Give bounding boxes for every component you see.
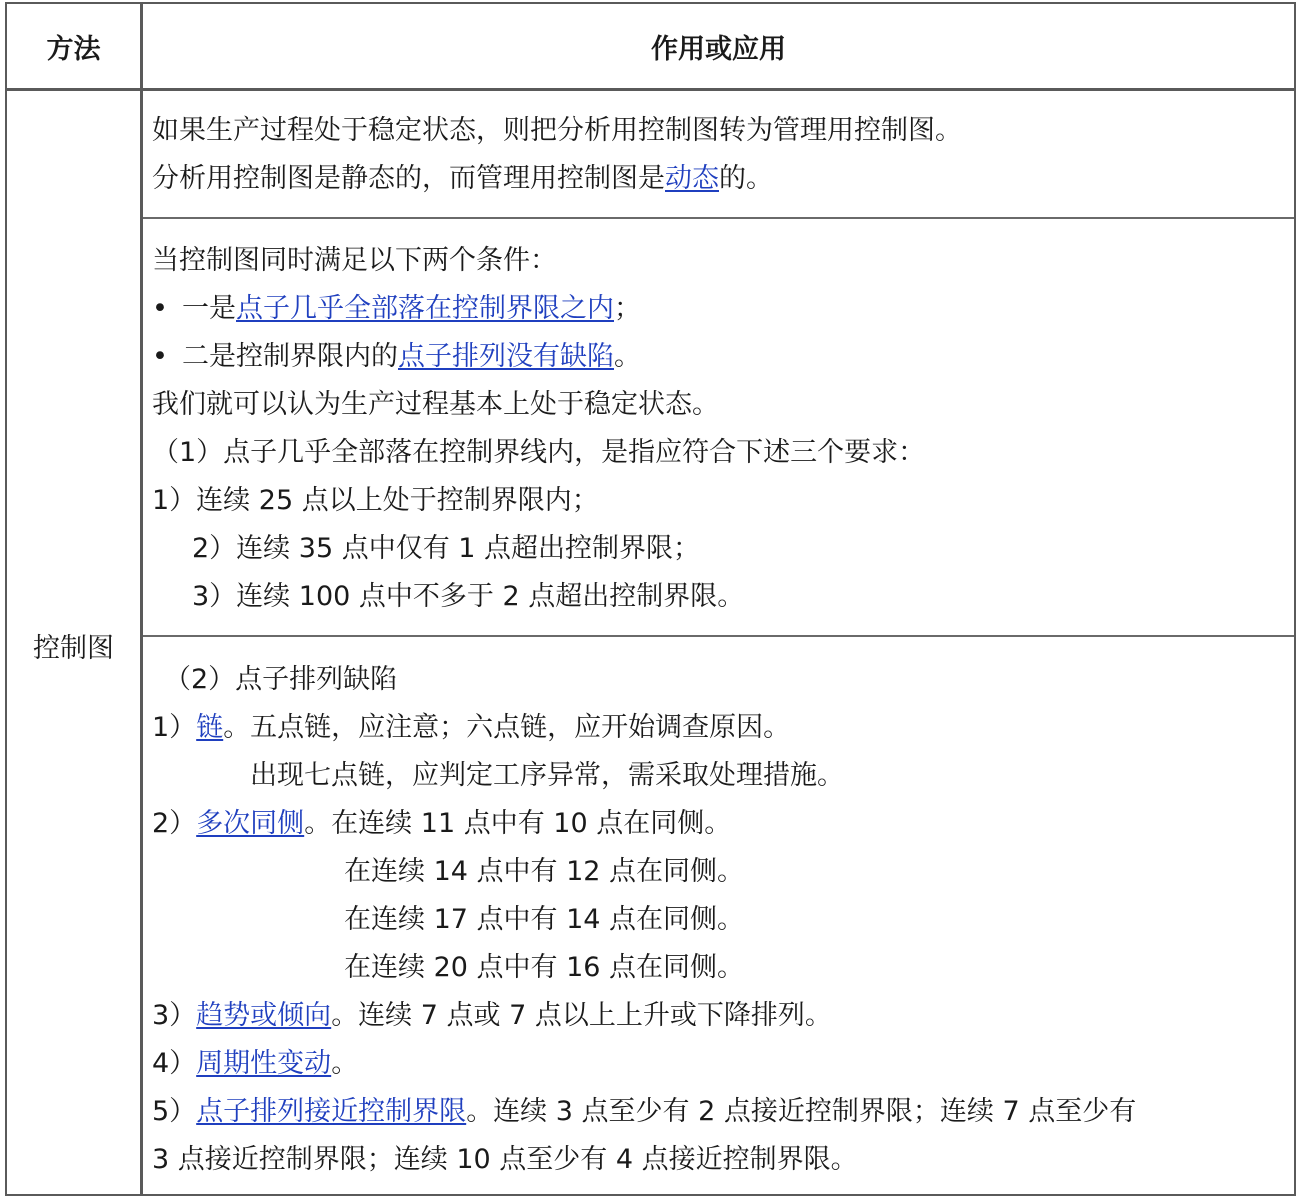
text-line bbox=[152, 155, 962, 203]
text-line: 如果生产过程处于稳定状态，则把分析用控制图转为管理用控制图。 bbox=[152, 115, 962, 146]
text-line: 我们就可以认为生产过程基本上处于稳定状态。 bbox=[152, 389, 719, 420]
text-segment: 。 bbox=[614, 341, 641, 372]
text-line: 在连续 17 点中有 14 点在同侧。 bbox=[344, 904, 745, 935]
text-line: （1）点子几乎全部落在控制界线内，是指应符合下述三个要求： bbox=[152, 437, 926, 468]
text-segment: 二是控制界限内的 bbox=[182, 341, 398, 372]
text-segment: 的。 bbox=[719, 163, 773, 194]
section-conditions bbox=[152, 237, 925, 621]
text-line: （2）点子排列缺陷 bbox=[164, 664, 398, 695]
requirement-item: 3）连续 100 点中不多于 2 点超出控制界限。 bbox=[192, 581, 745, 612]
row-divider-2 bbox=[143, 635, 1294, 637]
link-near-limits[interactable]: 点子排列接近控制界限 bbox=[196, 1096, 467, 1127]
text-line: 在连续 14 点中有 12 点在同侧。 bbox=[344, 856, 745, 887]
link-points-within-limits[interactable]: 点子几乎全部落在控制界限之内 bbox=[236, 293, 614, 324]
text-segment: 。在连续 11 点中有 10 点在同侧。 bbox=[304, 808, 732, 839]
text-segment: 。五点链，应注意；六点链，应开始调查原因。 bbox=[223, 712, 791, 743]
defect-item bbox=[152, 800, 1136, 848]
header-usage: 作用或应用 bbox=[651, 33, 786, 65]
section-arrangement-defects bbox=[152, 656, 1136, 1184]
link-same-side[interactable]: 多次同侧 bbox=[196, 808, 305, 839]
row-divider-1 bbox=[143, 217, 1294, 219]
defect-item bbox=[152, 1040, 1136, 1088]
text-segment: 4） bbox=[152, 1048, 197, 1079]
text-segment: 一是 bbox=[182, 293, 236, 324]
requirement-item: 2）连续 35 点中仅有 1 点超出控制界限； bbox=[192, 533, 701, 564]
text-segment: 。 bbox=[331, 1048, 359, 1079]
method-control-chart: 控制图 bbox=[33, 633, 114, 664]
requirement-item: 1）连续 25 点以上处于控制界限内； bbox=[152, 485, 599, 516]
link-dynamic[interactable]: 动态 bbox=[665, 163, 719, 194]
text-segment: 5） bbox=[152, 1096, 197, 1127]
bullet-icon: • bbox=[152, 293, 168, 324]
text-segment: 2） bbox=[152, 808, 197, 839]
text-segment: 分析用控制图是静态的，而管理用控制图是 bbox=[152, 163, 665, 194]
bullet-icon: • bbox=[152, 341, 168, 372]
bullet-item bbox=[152, 285, 925, 333]
link-chain[interactable]: 链 bbox=[196, 712, 224, 743]
link-trend[interactable]: 趋势或倾向 bbox=[196, 1000, 332, 1031]
defect-item bbox=[152, 1088, 1136, 1136]
text-line: 当控制图同时满足以下两个条件： bbox=[152, 245, 557, 276]
bullet-item bbox=[152, 333, 925, 381]
header-divider bbox=[7, 88, 1294, 91]
methods-table bbox=[5, 2, 1296, 1196]
defect-item bbox=[152, 704, 1136, 752]
section-stable-state bbox=[152, 107, 962, 203]
text-segment: 3） bbox=[152, 1000, 197, 1031]
column-divider bbox=[140, 4, 143, 1194]
header-method: 方法 bbox=[46, 33, 101, 65]
defect-item bbox=[152, 992, 1136, 1040]
text-segment: 1） bbox=[152, 712, 197, 743]
text-segment: 。连续 3 点至少有 2 点接近控制界限；连续 7 点至少有 bbox=[466, 1096, 1137, 1127]
text-line: 出现七点链，应判定工序异常，需采取处理措施。 bbox=[250, 760, 844, 791]
link-periodic[interactable]: 周期性变动 bbox=[196, 1048, 332, 1079]
text-segment: ； bbox=[614, 293, 641, 324]
text-line: 3 点接近控制界限；连续 10 点至少有 4 点接近控制界限。 bbox=[152, 1144, 858, 1175]
link-no-arrangement-defects[interactable]: 点子排列没有缺陷 bbox=[398, 341, 614, 372]
text-line: 在连续 20 点中有 16 点在同侧。 bbox=[344, 952, 745, 983]
text-segment: 。连续 7 点或 7 点以上上升或下降排列。 bbox=[331, 1000, 832, 1031]
